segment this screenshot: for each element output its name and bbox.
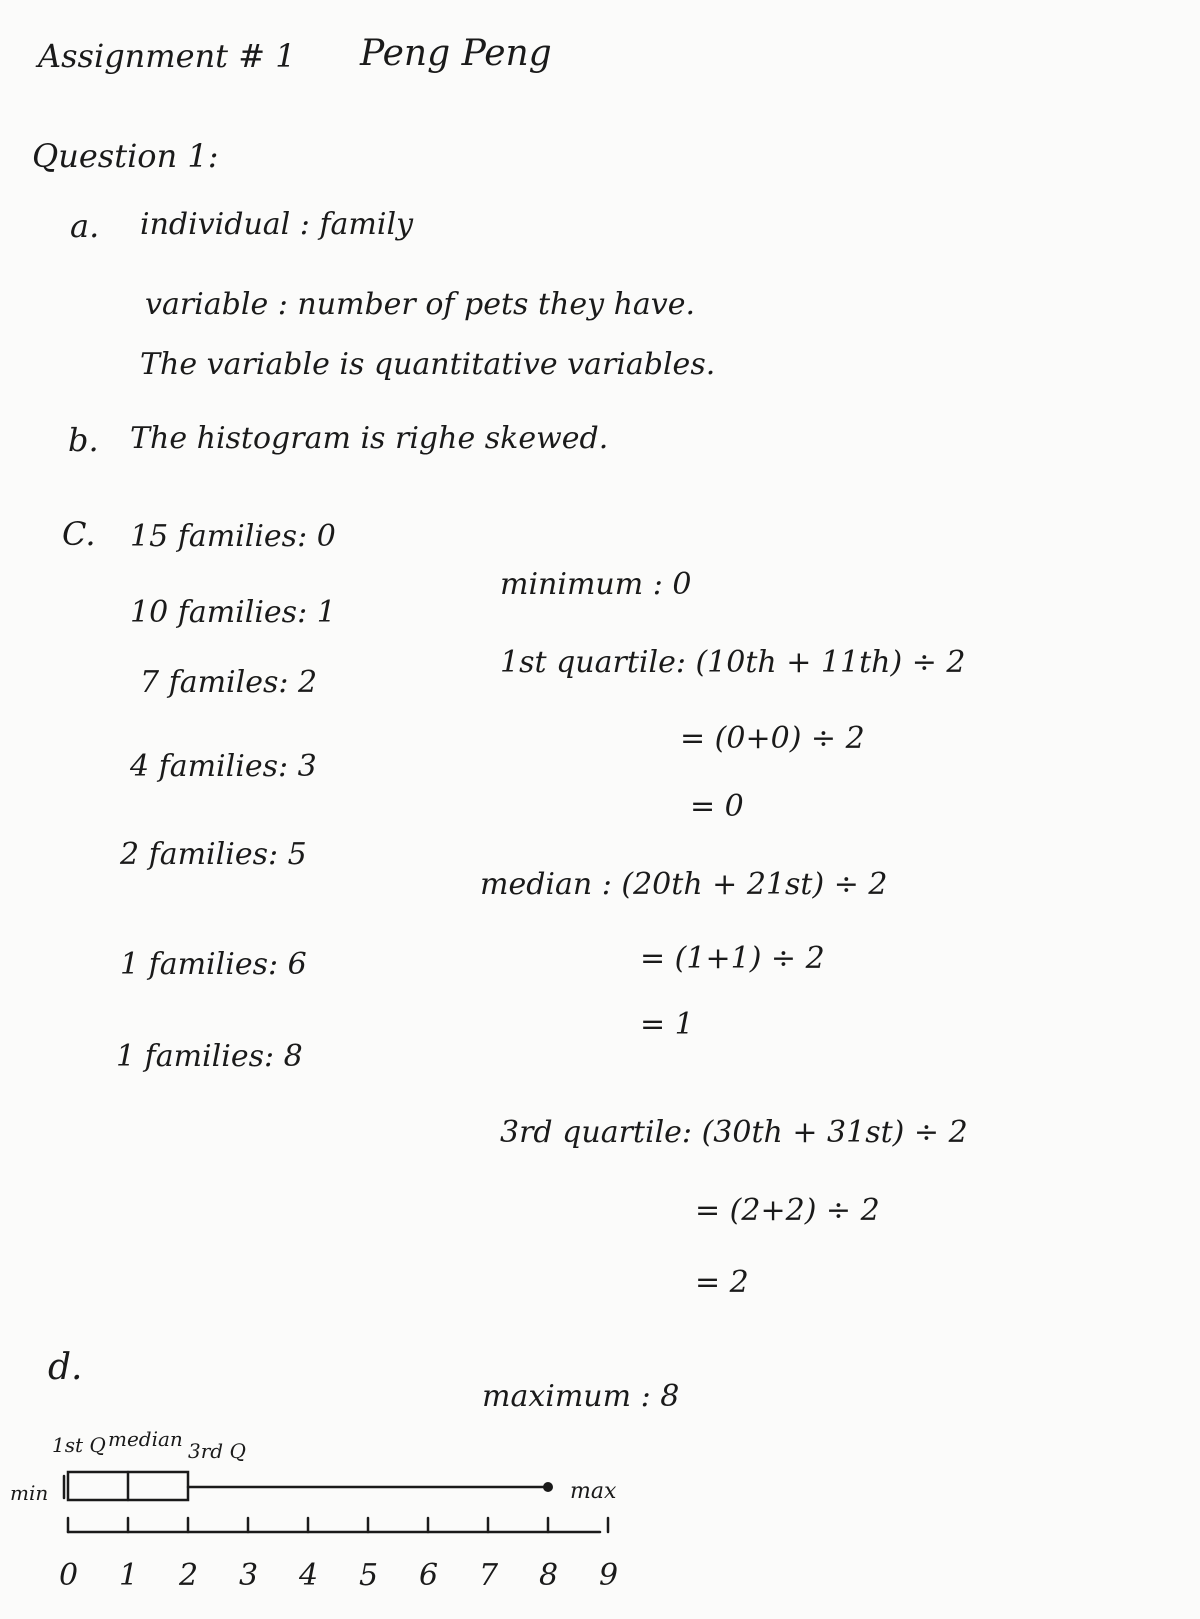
x-tick-label: 7 [479,1558,499,1593]
individual-line: individual : family [140,207,414,242]
student-name: Peng Peng [360,33,552,74]
skew-statement: The histogram is righe skewed. [130,421,609,456]
max-point [543,1482,553,1492]
q3-result: = 2 [695,1265,749,1300]
variable-type-line: The variable is quantitative variables. [140,347,716,382]
x-tick-label: 1 [119,1558,139,1593]
part-a-label: a. [70,207,100,245]
q1-result: = 0 [690,789,744,824]
q1-step: = (0+0) ÷ 2 [680,721,865,756]
x-tick-label: 8 [539,1558,559,1593]
part-d-label: d. [48,1347,83,1388]
assignment-title: Assignment # 1 [38,37,296,75]
x-tick-label: 2 [179,1558,199,1593]
x-tick-label: 6 [419,1558,439,1593]
count-line: 4 families: 3 [130,749,317,784]
min-annotation: min [10,1481,49,1505]
part-b-label: b. [68,421,99,459]
part-c-label: C. [62,515,96,553]
count-line: 7 familes: 2 [140,665,318,700]
median-formula: median : (20th + 21st) ÷ 2 [480,867,888,902]
x-tick-label: 9 [599,1558,619,1593]
x-tick-label: 4 [299,1558,319,1593]
count-line: 1 families: 8 [116,1039,303,1074]
max-annotation: max [570,1479,617,1504]
median-result: = 1 [640,1007,694,1042]
count-line: 10 families: 1 [130,595,336,630]
maximum-line: maximum : 8 [482,1379,680,1414]
variable-line: variable : number of pets they have. [145,287,696,322]
q1-formula: 1st quartile: (10th + 11th) ÷ 2 [500,645,966,680]
x-tick-label: 0 [59,1558,79,1593]
count-line: 1 families: 6 [120,947,307,982]
q3-annotation: 3rd Q [188,1439,246,1463]
x-tick-label: 3 [239,1558,259,1593]
q1-annotation: 1st Q [52,1433,106,1457]
q3-step: = (2+2) ÷ 2 [695,1193,880,1228]
count-line: 2 families: 5 [120,837,307,872]
median-step: = (1+1) ÷ 2 [640,941,825,976]
minimum-line: minimum : 0 [500,567,692,602]
x-tick-label: 5 [359,1558,379,1593]
q3-formula: 3rd quartile: (30th + 31st) ÷ 2 [500,1115,968,1150]
question-title: Question 1: [32,137,219,175]
median-annotation: median [108,1427,183,1451]
count-line: 15 families: 0 [130,519,336,554]
